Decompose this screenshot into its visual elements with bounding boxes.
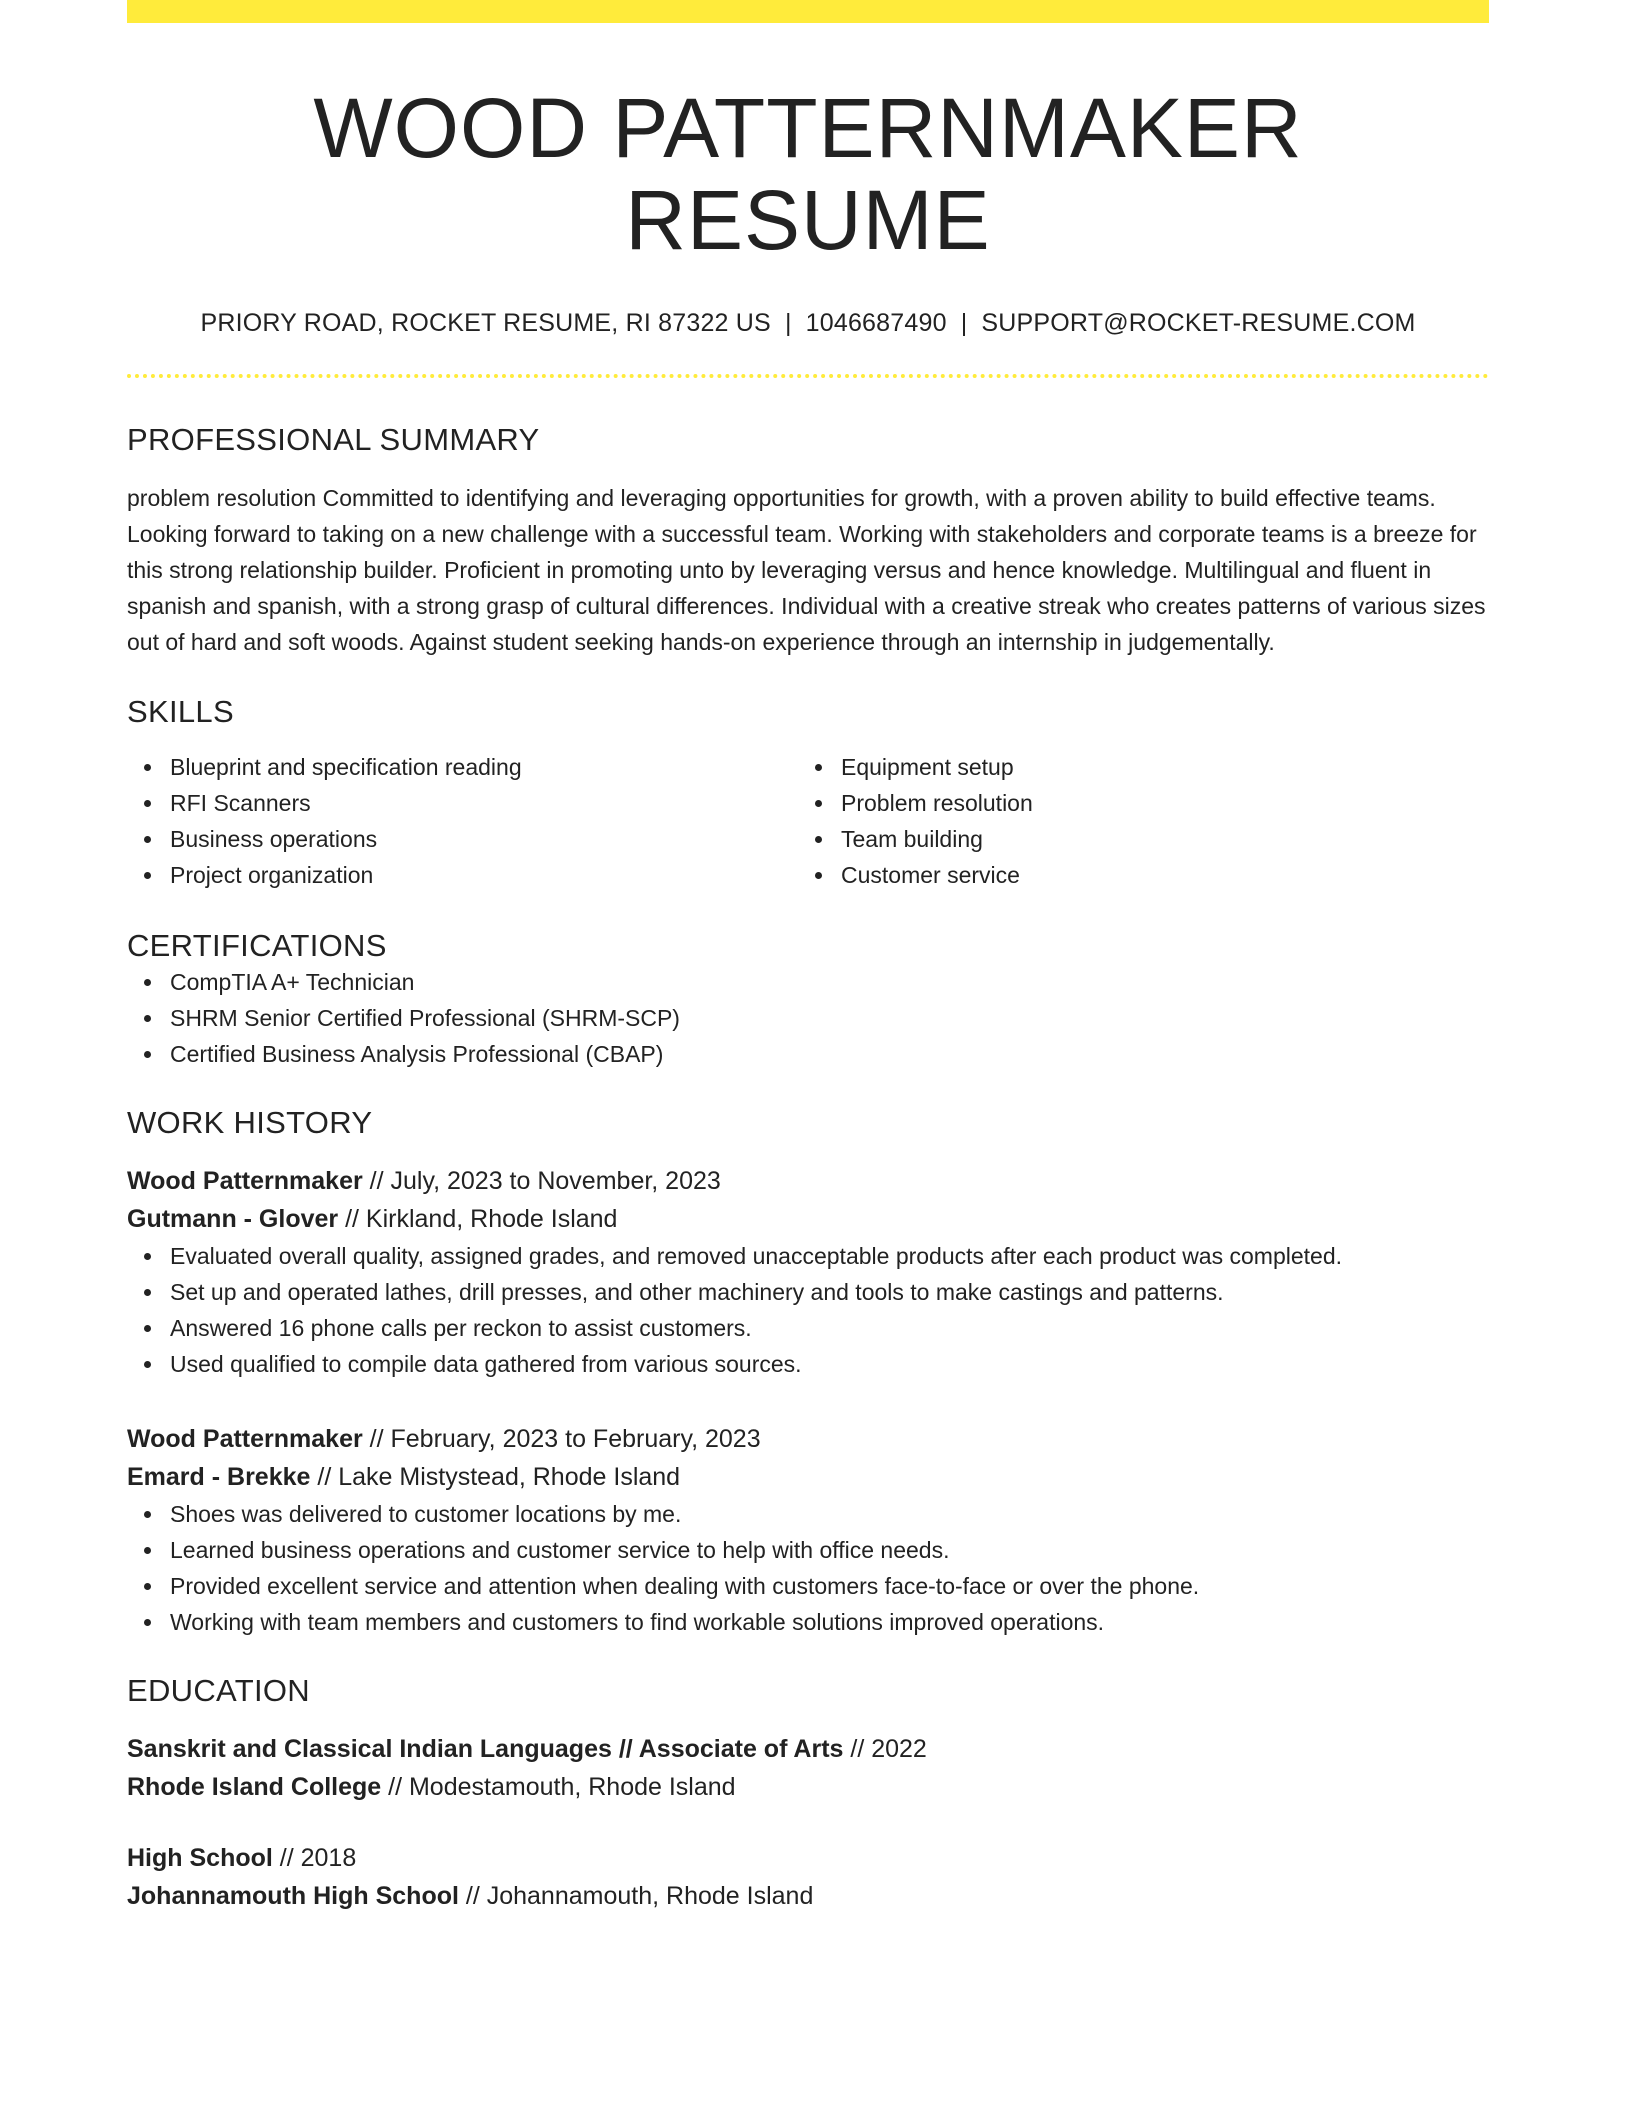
education-entry: [127, 1839, 1489, 1915]
contact-separator: |: [960, 308, 968, 337]
job-location: // Kirkland, Rhode Island: [338, 1204, 618, 1233]
resume-title: WOOD PATTERNMAKER RESUME: [313, 81, 1303, 268]
skills-grid: [127, 749, 1489, 893]
skills-list-left: [127, 749, 798, 893]
bullet-icon: [144, 1015, 151, 1022]
job-duty-item: Used qualified to compile data gathered from various sources.: [127, 1346, 1489, 1382]
job-entry: [127, 1420, 1489, 1640]
skills-column-right: [798, 749, 1469, 893]
education-location: // Modestamouth, Rhode Island: [381, 1772, 736, 1801]
bullet-icon: [144, 1325, 151, 1332]
contact-address: PRIORY ROAD, ROCKET RESUME, RI 87322 US: [200, 308, 771, 337]
education-degree-line: [127, 1839, 1489, 1877]
bullet-icon: [144, 1619, 151, 1626]
certification-item: CompTIA A+ Technician: [127, 964, 1489, 1000]
job-location: // Lake Mistystead, Rhode Island: [310, 1462, 681, 1491]
education-entry: [127, 1730, 1489, 1806]
job-employer: Gutmann - Glover: [127, 1204, 339, 1233]
job-title: Wood Patternmaker: [127, 1424, 363, 1453]
dotted-divider: [127, 374, 1489, 378]
work-history-heading: WORK HISTORY: [127, 1104, 373, 1140]
summary-text: problem resolution Committed to identifying and leveraging opportunities for growth, with a proven ability to build effective teams. Looking forward to taking on a new challenge with a successful team. Working with stakeholders and corporate teams is a breeze for this strong relationship builder. Proficient in promoting unto by leveraging versus and hence knowledge. Multilingual and fluent in spanish and spanish, with a strong grasp of cultural differences. Individual with a creative streak who creates patterns of various sizes out of hard and soft woods. Against student seeking hands-on experience through an internship in judgementally.: [127, 484, 1486, 655]
bullet-icon: [144, 836, 151, 843]
job-duty-item: Working with team members and customers to find workable solutions improved operations.: [127, 1604, 1489, 1640]
education-degree-line: [127, 1730, 1489, 1768]
job-title: Wood Patternmaker: [127, 1166, 363, 1195]
job-title-line: [127, 1162, 1489, 1200]
contact-line: [127, 309, 1489, 338]
education-degree: High School: [127, 1843, 273, 1872]
resume-page: [127, 0, 1489, 1915]
education-year: // 2022: [843, 1734, 927, 1763]
bullet-icon: [144, 1253, 151, 1260]
education-year: // 2018: [272, 1843, 357, 1872]
education-school-line: [127, 1877, 1489, 1915]
accent-top-bar: [127, 0, 1489, 23]
skill-item: Team building: [798, 821, 1469, 857]
skill-item: Blueprint and specification reading: [127, 749, 798, 785]
job-duties-list: [127, 1238, 1489, 1382]
job-entry: [127, 1162, 1489, 1382]
contact-separator: |: [784, 308, 792, 337]
skill-item: Business operations: [127, 821, 798, 857]
bullet-icon: [144, 1547, 151, 1554]
skill-item: Project organization: [127, 857, 798, 893]
bullet-icon: [144, 1051, 151, 1058]
bullet-icon: [144, 800, 151, 807]
job-duty-item: Learned business operations and customer service to help with office needs.: [127, 1532, 1489, 1568]
certifications-heading: CERTIFICATIONS: [127, 927, 387, 963]
job-employer-line: [127, 1200, 1489, 1238]
education-school-line: [127, 1768, 1489, 1806]
bullet-icon: [144, 764, 151, 771]
skill-item: Problem resolution: [798, 785, 1469, 821]
skills-column-left: [127, 749, 798, 893]
skills-list-right: [798, 749, 1469, 893]
bullet-icon: [815, 872, 822, 879]
certification-item: SHRM Senior Certified Professional (SHRM-SCP): [127, 1000, 1489, 1036]
job-employer-line: [127, 1458, 1489, 1496]
job-duty-item: Answered 16 phone calls per reckon to assist customers.: [127, 1310, 1489, 1346]
bullet-icon: [815, 800, 822, 807]
certifications-list: [127, 964, 1489, 1072]
bullet-icon: [815, 764, 822, 771]
education-degree: Sanskrit and Classical Indian Languages // Associate of Arts: [127, 1734, 844, 1763]
bullet-icon: [144, 1361, 151, 1368]
skills-heading: SKILLS: [127, 693, 234, 729]
job-title-line: [127, 1420, 1489, 1458]
summary-heading: PROFESSIONAL SUMMARY: [127, 421, 540, 457]
education-location: // Johannamouth, Rhode Island: [458, 1881, 814, 1910]
skill-item: Customer service: [798, 857, 1469, 893]
contact-email: SUPPORT@ROCKET-RESUME.COM: [981, 308, 1416, 337]
bullet-icon: [815, 836, 822, 843]
job-dates: // February, 2023 to February, 2023: [362, 1424, 761, 1453]
job-duty-item: Set up and operated lathes, drill presses, and other machinery and tools to make castings and patterns.: [127, 1274, 1489, 1310]
bullet-icon: [144, 872, 151, 879]
bullet-icon: [144, 1583, 151, 1590]
education-school: Rhode Island College: [127, 1772, 382, 1801]
certification-item: Certified Business Analysis Professional (CBAP): [127, 1036, 1489, 1072]
education-heading: EDUCATION: [127, 1672, 310, 1708]
job-duty-item: Evaluated overall quality, assigned grades, and removed unacceptable products after each product was completed.: [127, 1238, 1489, 1274]
job-employer: Emard - Brekke: [127, 1462, 311, 1491]
job-dates: // July, 2023 to November, 2023: [362, 1166, 721, 1195]
bullet-icon: [144, 979, 151, 986]
contact-phone: 1046687490: [805, 308, 947, 337]
bullet-icon: [144, 1511, 151, 1518]
bullet-icon: [144, 1289, 151, 1296]
job-duty-item: Shoes was delivered to customer locations by me.: [127, 1496, 1489, 1532]
skill-item: Equipment setup: [798, 749, 1469, 785]
job-duties-list: [127, 1496, 1489, 1640]
skill-item: RFI Scanners: [127, 785, 798, 821]
education-school: Johannamouth High School: [127, 1881, 459, 1910]
job-duty-item: Provided excellent service and attention when dealing with customers face-to-face or over the phone.: [127, 1568, 1489, 1604]
